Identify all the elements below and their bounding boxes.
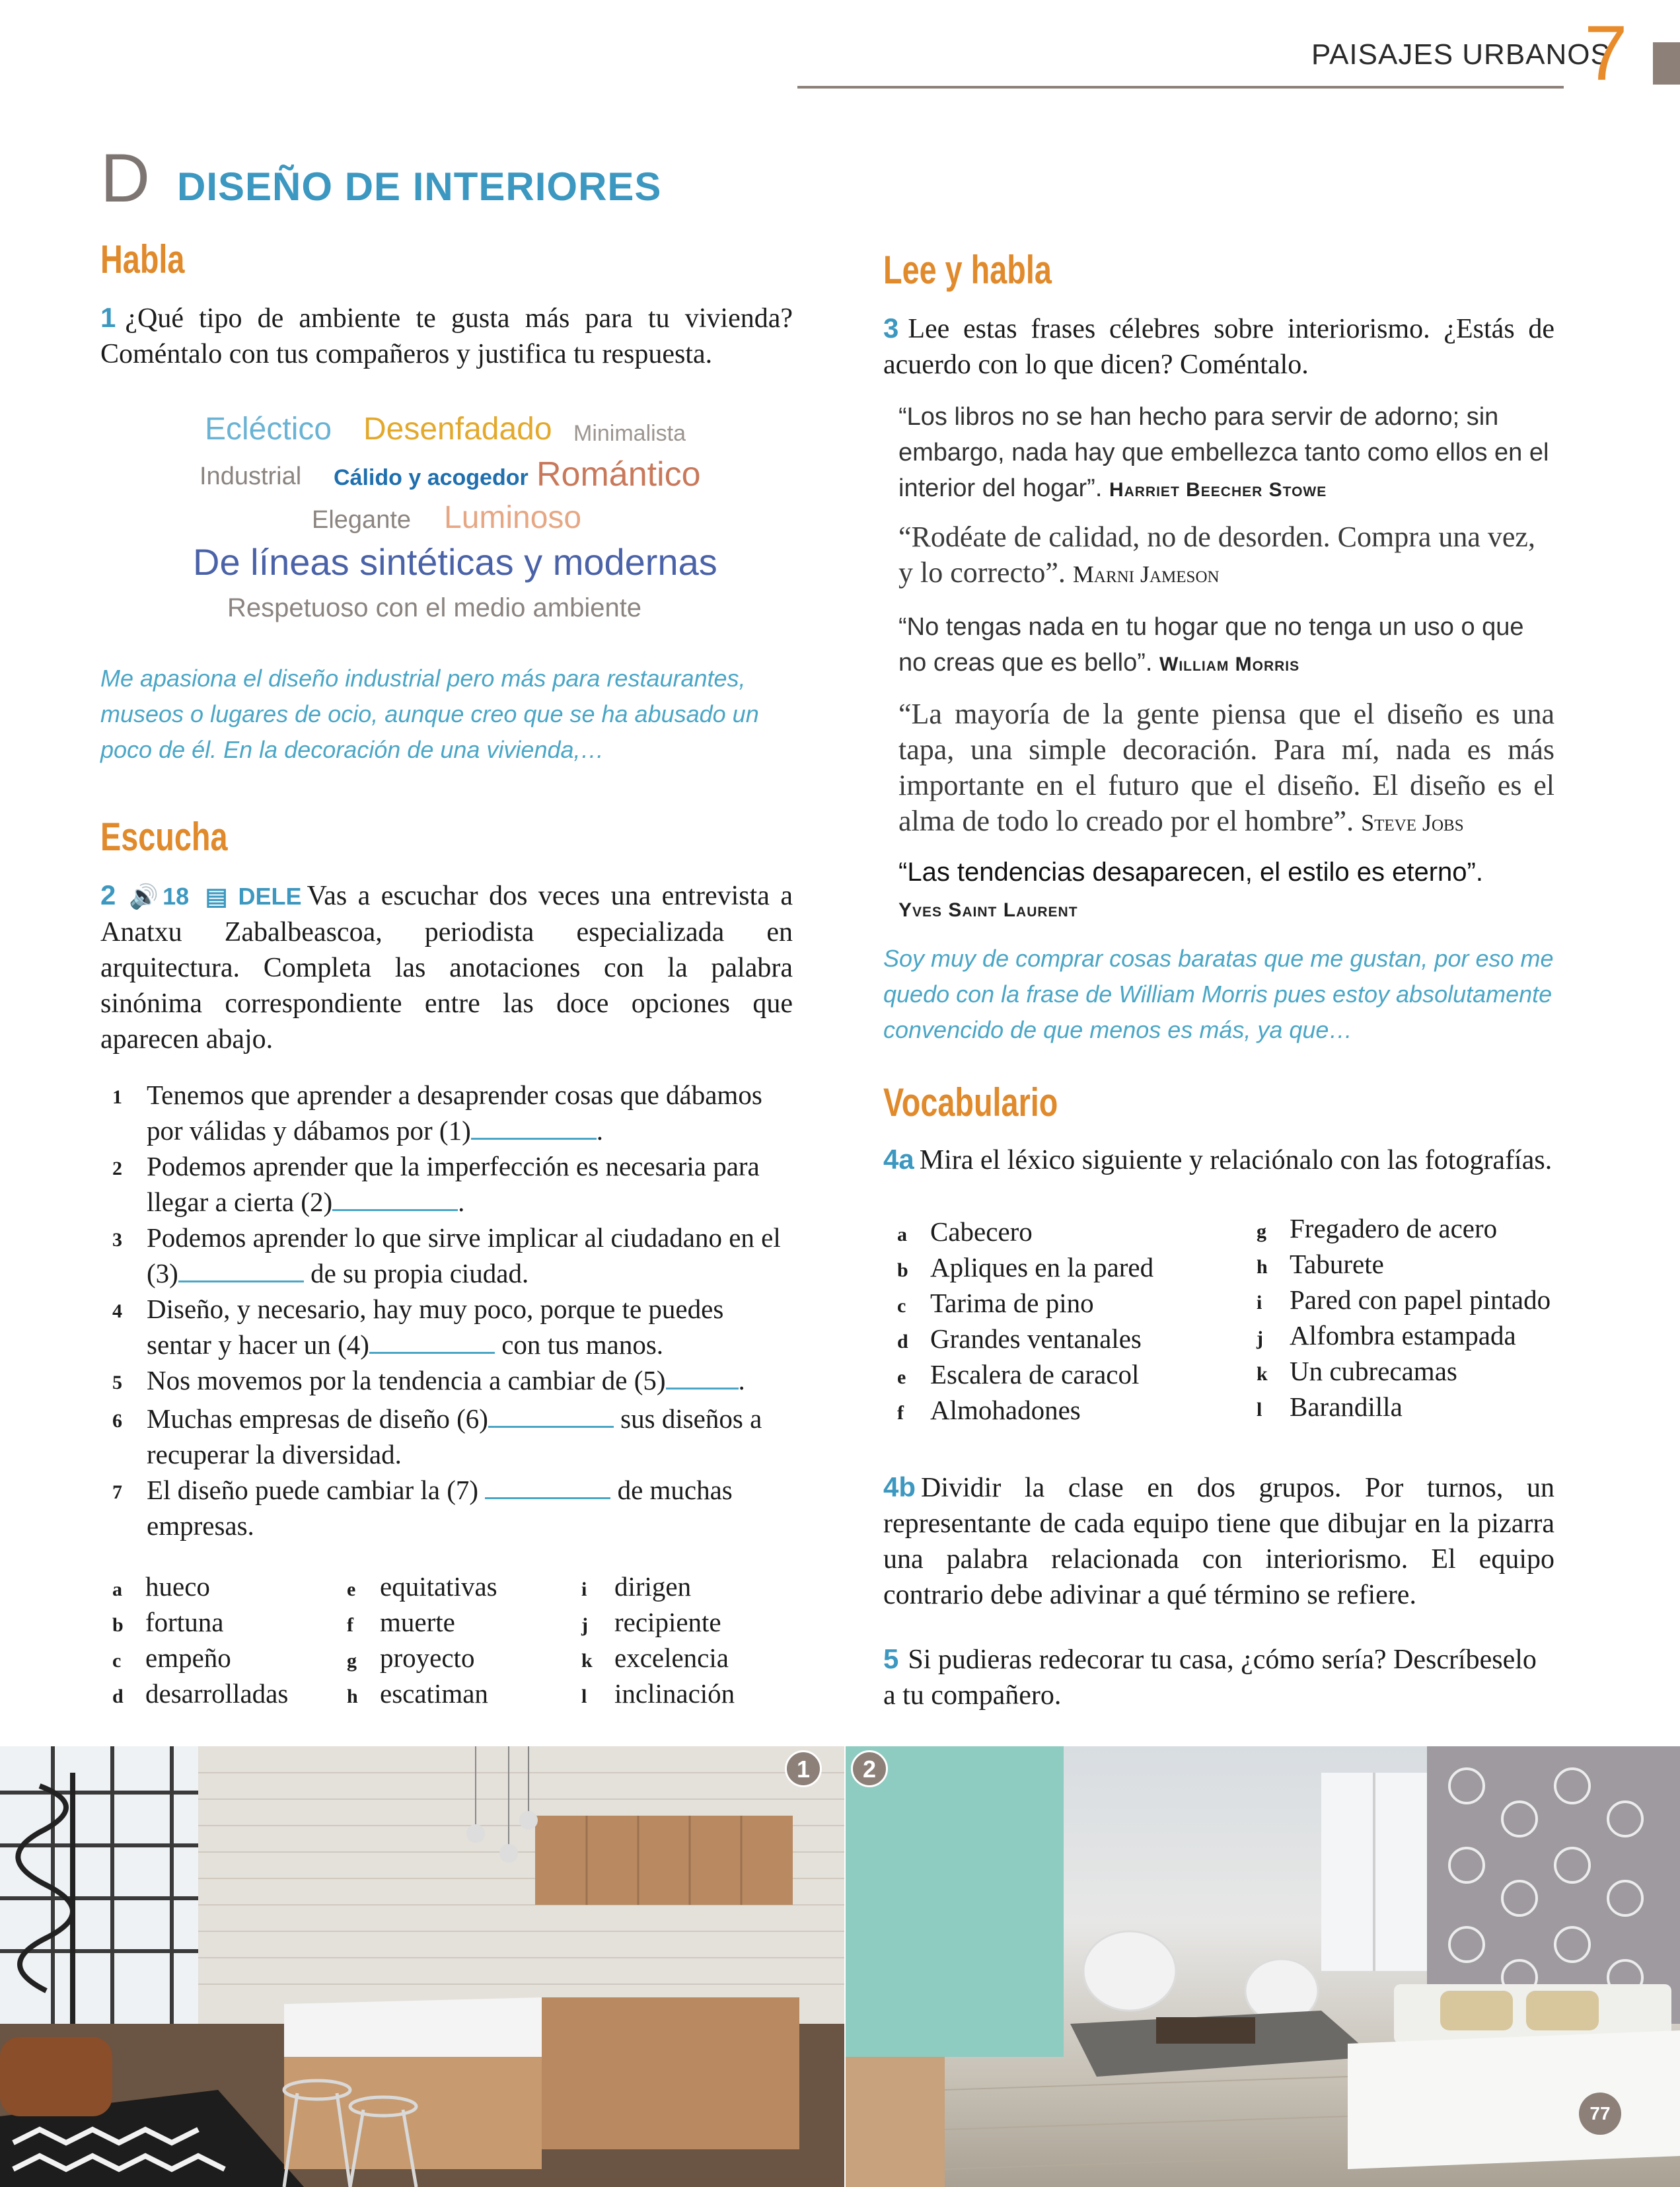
exercise-4b-number: 4b bbox=[883, 1471, 916, 1502]
style-word-lineas: De líneas sintéticas y modernas bbox=[193, 541, 717, 583]
quote-stowe bbox=[898, 399, 1554, 508]
exercise-1-instruction: ¿Qué tipo de ambiente te gusta más para tu vivienda? Coméntalo con tus compañeros y justifica tu respuesta. bbox=[100, 303, 793, 369]
item-text: Muchas empresas de diseño (6) bbox=[147, 1403, 488, 1434]
audio-track[interactable] bbox=[125, 883, 189, 910]
option-c: c empeño bbox=[112, 1643, 231, 1673]
exercise-2-instruction: Vas a escuchar dos veces una entrevista a Anatxu Zabalbeascoa, periodista especializada en arquitectura. Completa las anotaciones con la palabra sinónima correspondiente entre las doce opciones que aparecen abajo. bbox=[100, 881, 793, 1055]
list-item bbox=[112, 1362, 793, 1401]
list-item bbox=[112, 1401, 793, 1472]
exercise-4b-instruction: Dividir la clase en dos grupos. Por turnos, un representante de cada equipo tiene que dibujar en la pizarra una palabra relacionada con interiorismo. El equipo contrario debe adivinar a qué término se refiere. bbox=[883, 1473, 1554, 1610]
photo-badge-1: 1 bbox=[785, 1750, 822, 1787]
page-number: 77 bbox=[1579, 2093, 1621, 2135]
item-text: El diseño puede cambiar la (7) bbox=[147, 1475, 486, 1505]
quote-jameson bbox=[898, 519, 1554, 592]
quote-author: Steve Jobs bbox=[1361, 809, 1464, 836]
exercise-4a-number: 4a bbox=[883, 1144, 914, 1175]
option-a: a hueco bbox=[112, 1571, 210, 1602]
style-word-elegante: Elegante bbox=[312, 506, 412, 534]
item-text-after: . bbox=[458, 1187, 465, 1217]
exercise-1-number: 1 bbox=[100, 302, 116, 333]
audio-track-number: 18 bbox=[163, 883, 190, 910]
document-icon: ▤ bbox=[205, 883, 228, 910]
lee-example: Soy muy de comprar cosas baratas que me gustan, por eso me quedo con la frase de William Morris pues estoy absolutamente convencido de que menos es más, ya que… bbox=[883, 945, 1554, 1043]
style-word-minimalista: Minimalista bbox=[573, 421, 686, 446]
item-text-after: de muchas empresas. bbox=[147, 1475, 733, 1541]
list-item bbox=[112, 1220, 793, 1291]
item-number: 4 bbox=[112, 1300, 122, 1322]
quote-morris bbox=[898, 609, 1554, 683]
exercise-5 bbox=[883, 1641, 1554, 1713]
vocab-item-a: a Cabecero bbox=[897, 1216, 1033, 1247]
style-word-respetuoso: Respetuoso con el medio ambiente bbox=[227, 593, 642, 622]
item-number: 5 bbox=[112, 1372, 122, 1393]
dele-tag bbox=[205, 883, 302, 910]
vocab-item-c: c Tarima de pino bbox=[897, 1288, 1094, 1318]
quote-text: “Rodéate de calidad, no de desorden. Compra una vez, y lo correcto”. bbox=[898, 521, 1535, 589]
item-text-after: sus diseños a recuperar la diversidad. bbox=[147, 1403, 762, 1469]
answer-blank-7[interactable] bbox=[485, 1475, 610, 1499]
exercise-3-number: 3 bbox=[883, 313, 899, 344]
section-letter: D bbox=[100, 140, 151, 217]
style-word-desenfadado: Desenfadado bbox=[363, 412, 552, 447]
style-word-luminoso: Luminoso bbox=[444, 500, 582, 535]
item-text: Tenemos que aprender a desaprender cosas que dábamos por válidas y dábamos por (1) bbox=[147, 1080, 762, 1146]
item-text: Podemos aprender lo que sirve implicar al ciudadano en el (3) bbox=[147, 1222, 781, 1288]
exercise-2-number: 2 bbox=[100, 879, 116, 910]
vocab-list-left bbox=[897, 1216, 1153, 1430]
unit-number: 7 bbox=[1584, 10, 1628, 97]
item-text: Diseño, y necesario, hay muy poco, porque te puedes sentar y hacer un (4) bbox=[147, 1294, 724, 1360]
list-item bbox=[112, 1472, 793, 1543]
answer-options bbox=[112, 1571, 760, 1713]
option-j: j recipiente bbox=[581, 1607, 721, 1637]
quote-saint-laurent bbox=[898, 854, 1554, 928]
exercise-4b bbox=[883, 1469, 1554, 1613]
item-number: 3 bbox=[112, 1229, 122, 1251]
option-k: k excelencia bbox=[581, 1643, 729, 1673]
header-rule bbox=[797, 86, 1564, 89]
quote-author: Yves Saint Laurent bbox=[898, 899, 1078, 921]
exercise-1 bbox=[100, 300, 793, 372]
item-number: 1 bbox=[112, 1086, 122, 1108]
style-word-calido: Cálido y acogedor bbox=[334, 465, 529, 490]
vocabulario-heading: Vocabulario bbox=[883, 1080, 1058, 1125]
quote-text: “No tengas nada en tu hogar que no tenga un uso o que no creas que es bello”. bbox=[898, 613, 1524, 677]
option-b: b fortuna bbox=[112, 1607, 224, 1637]
unit-tab bbox=[1653, 42, 1680, 85]
exercise-3-instruction: Lee estas frases célebres sobre interiorismo. ¿Estás de acuerdo con lo que dicen? Coméntalo. bbox=[883, 314, 1554, 380]
vocab-item-k: k Un cubrecamas bbox=[1257, 1356, 1457, 1386]
answer-blank-2[interactable] bbox=[332, 1187, 458, 1211]
quote-text: “Los libros no se han hecho para servir de adorno; sin embargo, nada hay que embellezca tanto como ellos en el interior del hogar”. bbox=[898, 403, 1549, 502]
style-word-romantico: Romántico bbox=[536, 455, 701, 494]
style-word-eclectico: Ecléctico bbox=[205, 412, 332, 447]
habla-example: Me apasiona el diseño industrial pero más para restaurantes, museos o lugares de ocio, aunque creo que se ha abusado un poco de él. En la decoración de una vivienda,… bbox=[100, 665, 759, 763]
answer-blank-5[interactable] bbox=[666, 1366, 739, 1390]
answer-blank-1[interactable] bbox=[471, 1116, 597, 1140]
photo-bedroom bbox=[846, 1746, 1680, 2187]
escucha-heading: Escucha bbox=[100, 815, 228, 859]
lee-heading: Lee y habla bbox=[883, 248, 1052, 292]
vocab-item-e: e Escalera de caracol bbox=[897, 1359, 1140, 1390]
answer-blank-4[interactable] bbox=[369, 1330, 495, 1354]
vocab-item-i: i Pared con papel pintado bbox=[1257, 1284, 1551, 1315]
vocab-item-d: d Grandes ventanales bbox=[897, 1323, 1142, 1354]
speaker-icon: 🔊 bbox=[125, 883, 163, 910]
vocab-item-j: j Alfombra estampada bbox=[1257, 1320, 1516, 1351]
exercise-3 bbox=[883, 311, 1554, 383]
quote-text: “Las tendencias desaparecen, el estilo es eterno”. bbox=[898, 858, 1483, 887]
vocab-list-right bbox=[1257, 1212, 1551, 1427]
quote-author: William Morris bbox=[1159, 653, 1300, 675]
section-title: DISEÑO DE INTERIORES bbox=[177, 165, 662, 209]
vocab-item-g: g Fregadero de acero bbox=[1257, 1213, 1498, 1243]
item-number: 6 bbox=[112, 1410, 122, 1432]
vocab-item-f: f Almohadones bbox=[897, 1395, 1081, 1425]
exercise-4a-instruction: Mira el léxico siguiente y relaciónalo con las fotografías. bbox=[919, 1145, 1552, 1175]
option-f: f muerte bbox=[347, 1607, 455, 1637]
option-h: h escatiman bbox=[347, 1678, 488, 1709]
quote-author: Harriet Beecher Stowe bbox=[1109, 479, 1327, 501]
item-text-after: . bbox=[738, 1365, 745, 1395]
option-l: l inclinación bbox=[581, 1678, 735, 1709]
item-text-after: con tus manos. bbox=[494, 1329, 664, 1360]
exercise-5-number: 5 bbox=[883, 1643, 899, 1674]
item-text: Nos movemos por la tendencia a cambiar de (5) bbox=[147, 1365, 666, 1395]
unit-title: PAISAJES URBANOS bbox=[1311, 38, 1611, 71]
exercise-2 bbox=[100, 877, 793, 1057]
quote-jobs bbox=[898, 696, 1554, 840]
exercise-4a bbox=[883, 1142, 1554, 1178]
item-text-after: . bbox=[596, 1115, 603, 1146]
list-item bbox=[112, 1077, 793, 1148]
item-number: 7 bbox=[112, 1481, 122, 1503]
answer-blank-3[interactable] bbox=[178, 1259, 304, 1282]
quote-author: Marni Jameson bbox=[1072, 561, 1220, 587]
photo-badge-2: 2 bbox=[851, 1750, 888, 1787]
vocab-item-h: h Taburete bbox=[1257, 1249, 1384, 1279]
dele-label: DELE bbox=[238, 883, 302, 910]
option-d: d desarrolladas bbox=[112, 1678, 289, 1709]
list-item bbox=[112, 1148, 793, 1220]
style-word-industrial: Industrial bbox=[200, 463, 302, 490]
quote-text: “La mayoría de la gente piensa que el diseño es una tapa, una simple decoración. Para mí, nada es más importante en el futuro que el diseño. El diseño es el alma de todo lo creado por el hombre”. bbox=[898, 698, 1554, 837]
vocab-item-b: b Apliques en la pared bbox=[897, 1252, 1154, 1282]
item-number: 2 bbox=[112, 1158, 122, 1179]
vocab-item-l: l Barandilla bbox=[1257, 1391, 1403, 1422]
list-item bbox=[112, 1291, 793, 1362]
item-text-after: de su propia ciudad. bbox=[303, 1258, 529, 1288]
option-i: i dirigen bbox=[581, 1571, 692, 1602]
option-g: g proyecto bbox=[347, 1643, 475, 1673]
item-text: Podemos aprender que la imperfección es necesaria para llegar a cierta (2) bbox=[147, 1151, 760, 1217]
answer-blank-6[interactable] bbox=[488, 1404, 614, 1428]
exercise-2-items bbox=[112, 1077, 793, 1543]
photo-kitchen-loft bbox=[0, 1746, 844, 2187]
option-e: e equitativas bbox=[347, 1571, 497, 1602]
habla-heading: Habla bbox=[100, 237, 185, 281]
exercise-5-instruction: Si pudieras redecorar tu casa, ¿cómo sería? Descríbeselo a tu compañero. bbox=[883, 1645, 1537, 1711]
